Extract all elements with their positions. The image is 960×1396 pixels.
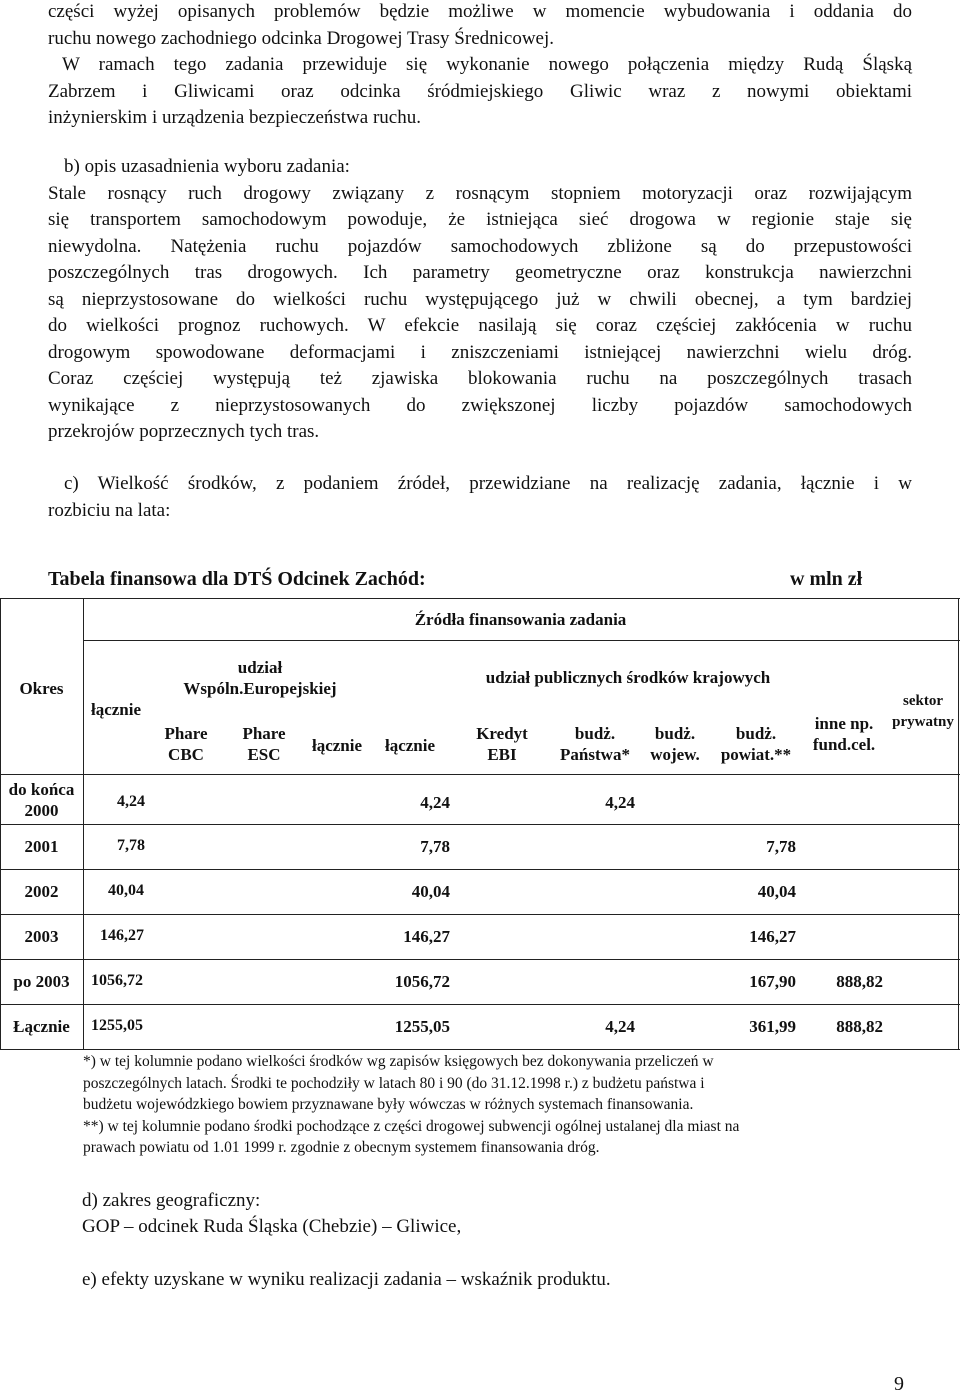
page-number: 9 — [894, 1373, 904, 1395]
row-budz-powiat: 167,90 — [749, 972, 796, 991]
table-border-right — [958, 598, 959, 1049]
table-row — [0, 779, 83, 821]
col-phare-cbc-line2: CBC — [168, 745, 204, 764]
row-total: 1255,05 — [91, 1017, 143, 1034]
section-b-line: są nieprzystosowane do wielkości ruchu występującego już w chwili obecnej, a tym bardziej — [48, 288, 912, 310]
intro-line: Zabrzem i Gliwicami oraz odcinka śródmiejskiego Gliwic wraz z nowymi obiektami — [48, 80, 912, 102]
col-inne-line1: inne np. — [814, 714, 874, 733]
section-b-line: wynikające z nieprzystosowanych do zwiększonej liczby pojazdów samochodowych — [48, 394, 912, 416]
section-e-heading: e) efekty uzyskane w wyniku realizacji zadania – wskaźnik produktu. — [82, 1269, 611, 1290]
col-budz-powiat-line1: budż. — [735, 724, 777, 743]
row-total: 4,24 — [117, 793, 145, 810]
table-unit: w mln zł — [790, 568, 863, 590]
row-okres: 2002 — [24, 882, 59, 901]
footnote-line: poszczególnych latach. Środki te pochodziły w latach 80 i 90 (do 31.12.1998 r.) z budżetu państwa i — [83, 1074, 705, 1092]
col-udzial-eu-line1: udział — [237, 658, 283, 677]
col-budz-wojew-line2: wojew. — [650, 745, 700, 764]
section-b-line: poszczególnych tras drogowych. Ich parametry geometryczne oraz konstrukcja nawierzchni — [48, 262, 912, 283]
section-b-heading: b) opis uzasadnienia wyboru zadania: — [64, 156, 350, 177]
row-total: 7,78 — [117, 837, 145, 854]
col-budz-powiat-line2: powiat.** — [720, 745, 792, 764]
row-lacznie-pub: 146,27 — [403, 927, 450, 946]
row-kredyt: 4,24 — [605, 1017, 635, 1036]
col-inne — [802, 713, 886, 755]
table-col-rule — [83, 598, 84, 1049]
table-rule — [0, 959, 960, 960]
section-b-line: się transportem samochodowym powoduje, że istniejąca sieć drogowa w regionie staje się — [48, 209, 912, 230]
col-udzial-eu — [150, 657, 370, 699]
col-kredyt — [462, 723, 542, 765]
section-b-line: niewydolna. Natężenia ruchu pojazdów samochodowych zbliżone są do przepustowości — [48, 235, 912, 257]
col-sektor-line2: prywatny — [892, 714, 954, 730]
col-phare-cbc-line1: Phare — [164, 724, 208, 743]
intro-line: ruchu nowego zachodniego odcinka Drogowej Trasy Średnicowej. — [48, 27, 555, 49]
row-okres: do końca — [8, 780, 75, 799]
table-rule — [0, 1004, 960, 1005]
row-inne: 888,82 — [836, 1017, 883, 1036]
intro-line: W ramach tego zadania przewiduje się wykonanie nowego połączenia między Rudą Śląską — [62, 54, 912, 75]
col-budz-panstwa-line2: Państwa* — [560, 745, 630, 764]
section-b-line: do wielkości prognoz ruchowych. W efekcie nasilają się coraz częściej zakłócenia w ruchu — [48, 315, 912, 336]
sources-header: Źródła finansowania zadania — [414, 610, 627, 629]
col-phare-esc — [226, 723, 302, 765]
row-okres: Łącznie — [13, 1017, 70, 1036]
row-budz-powiat: 146,27 — [749, 927, 796, 946]
row-total: 146,27 — [100, 927, 144, 944]
row-budz-powiat: 7,78 — [766, 837, 796, 856]
section-c-line: c) Wielkość środków, z podaniem źródeł, przewidziane na realizację zadania, łącznie i w — [64, 473, 912, 494]
table-rule — [0, 824, 960, 825]
section-d — [82, 1188, 461, 1240]
table-rule — [83, 640, 960, 641]
row-total: 40,04 — [108, 882, 144, 899]
row-lacznie-pub: 1255,05 — [394, 1017, 450, 1036]
section-d-heading: d) zakres geograficzny: — [82, 1190, 261, 1211]
col-inne-line2: fund.cel. — [812, 735, 876, 754]
row-budz-powiat: 40,04 — [757, 882, 796, 901]
col-phare-esc-line2: ESC — [247, 745, 281, 764]
col-lacznie-total: łącznie — [90, 700, 142, 719]
col-udzial-pub: udział publicznych środków krajowych — [485, 668, 771, 687]
col-budz-powiat — [708, 723, 804, 765]
col-kredyt-line2: EBI — [487, 745, 517, 764]
row-total: 1056,72 — [91, 972, 143, 989]
col-budz-panstwa — [550, 723, 640, 765]
table-rule — [0, 914, 960, 915]
table-rule — [0, 774, 960, 775]
section-b-line: przekrojów poprzecznych tych tras. — [48, 421, 320, 442]
section-b-line: Coraz częściej występują też zjawiska blokowania ruchu na poszczególnych trasach — [48, 368, 912, 389]
footnotes — [83, 1051, 903, 1159]
col-okres: Okres — [19, 679, 64, 698]
section-b — [48, 154, 912, 446]
row-kredyt: 4,24 — [605, 793, 635, 812]
col-phare-cbc — [148, 723, 224, 765]
row-okres: 2000 — [24, 801, 59, 820]
table-rule — [0, 869, 960, 870]
intro-line: inżynierskim i urządzenia bezpieczeństwa ruchu. — [48, 107, 421, 128]
col-kredyt-line1: Kredyt — [476, 724, 528, 743]
row-budz-powiat: 361,99 — [749, 1017, 796, 1036]
row-lacznie-pub: 7,78 — [420, 837, 450, 856]
section-d-text: GOP – odcinek Ruda Śląska (Chebzie) – Gliwice, — [82, 1216, 462, 1237]
footnote-line: *) w tej kolumnie podano wielkości środków wg zapisów księgowych bez dokonywania przeliczeń w — [83, 1053, 714, 1070]
row-lacznie-pub: 4,24 — [420, 793, 450, 812]
section-c-line: rozbiciu na lata: — [48, 499, 171, 521]
row-okres: po 2003 — [13, 972, 70, 991]
col-udzial-eu-line2: Wspóln.Europejskiej — [183, 679, 337, 698]
col-lacznie-eu: łącznie — [311, 736, 363, 755]
row-okres: 2003 — [24, 927, 59, 946]
col-sektor-line1: sektor — [903, 693, 943, 709]
table-border-top — [0, 598, 960, 599]
table-border-bottom — [0, 1049, 960, 1050]
row-lacznie-pub: 1056,72 — [394, 972, 450, 991]
intro-paragraph — [48, 0, 912, 132]
footnote-line: **) w tej kolumnie podano środki pochodzące z części drogowej subwencji ogólnej ustalanej dla miast na — [83, 1117, 740, 1135]
footnote-line: budżetu wojewódzkiego bowiem przyznawane były wówczas w różnych systemach finansowania. — [83, 1096, 694, 1113]
col-budz-panstwa-line1: budż. — [574, 724, 616, 743]
col-sektor — [886, 691, 960, 733]
col-lacznie-pub: łącznie — [384, 736, 436, 755]
section-b-line: Stale rosnący ruch drogowy związany z rosnącym stopniem motoryzacji oraz rozwijającym — [48, 182, 912, 204]
col-budz-wojew — [641, 723, 709, 765]
section-b-line: drogowym spowodowane deformacjami i zniszczeniami istniejącej nawierzchni wielu dróg. — [48, 341, 912, 363]
row-lacznie-pub: 40,04 — [411, 882, 450, 901]
table-title: Tabela finansowa dla DTŚ Odcinek Zachód: — [48, 568, 426, 590]
row-inne: 888,82 — [836, 972, 883, 991]
intro-line: części wyżej opisanych problemów będzie możliwe w momencie wybudowania i oddania do — [48, 1, 912, 22]
section-c — [48, 471, 912, 524]
footnote-line: prawach powiatu od 1.01 1999 r. zgodnie z obecnym systemem finansowania dróg. — [83, 1139, 600, 1156]
row-okres: 2001 — [24, 837, 59, 856]
col-budz-wojew-line1: budż. — [654, 724, 696, 743]
col-phare-esc-line1: Phare — [242, 724, 286, 743]
